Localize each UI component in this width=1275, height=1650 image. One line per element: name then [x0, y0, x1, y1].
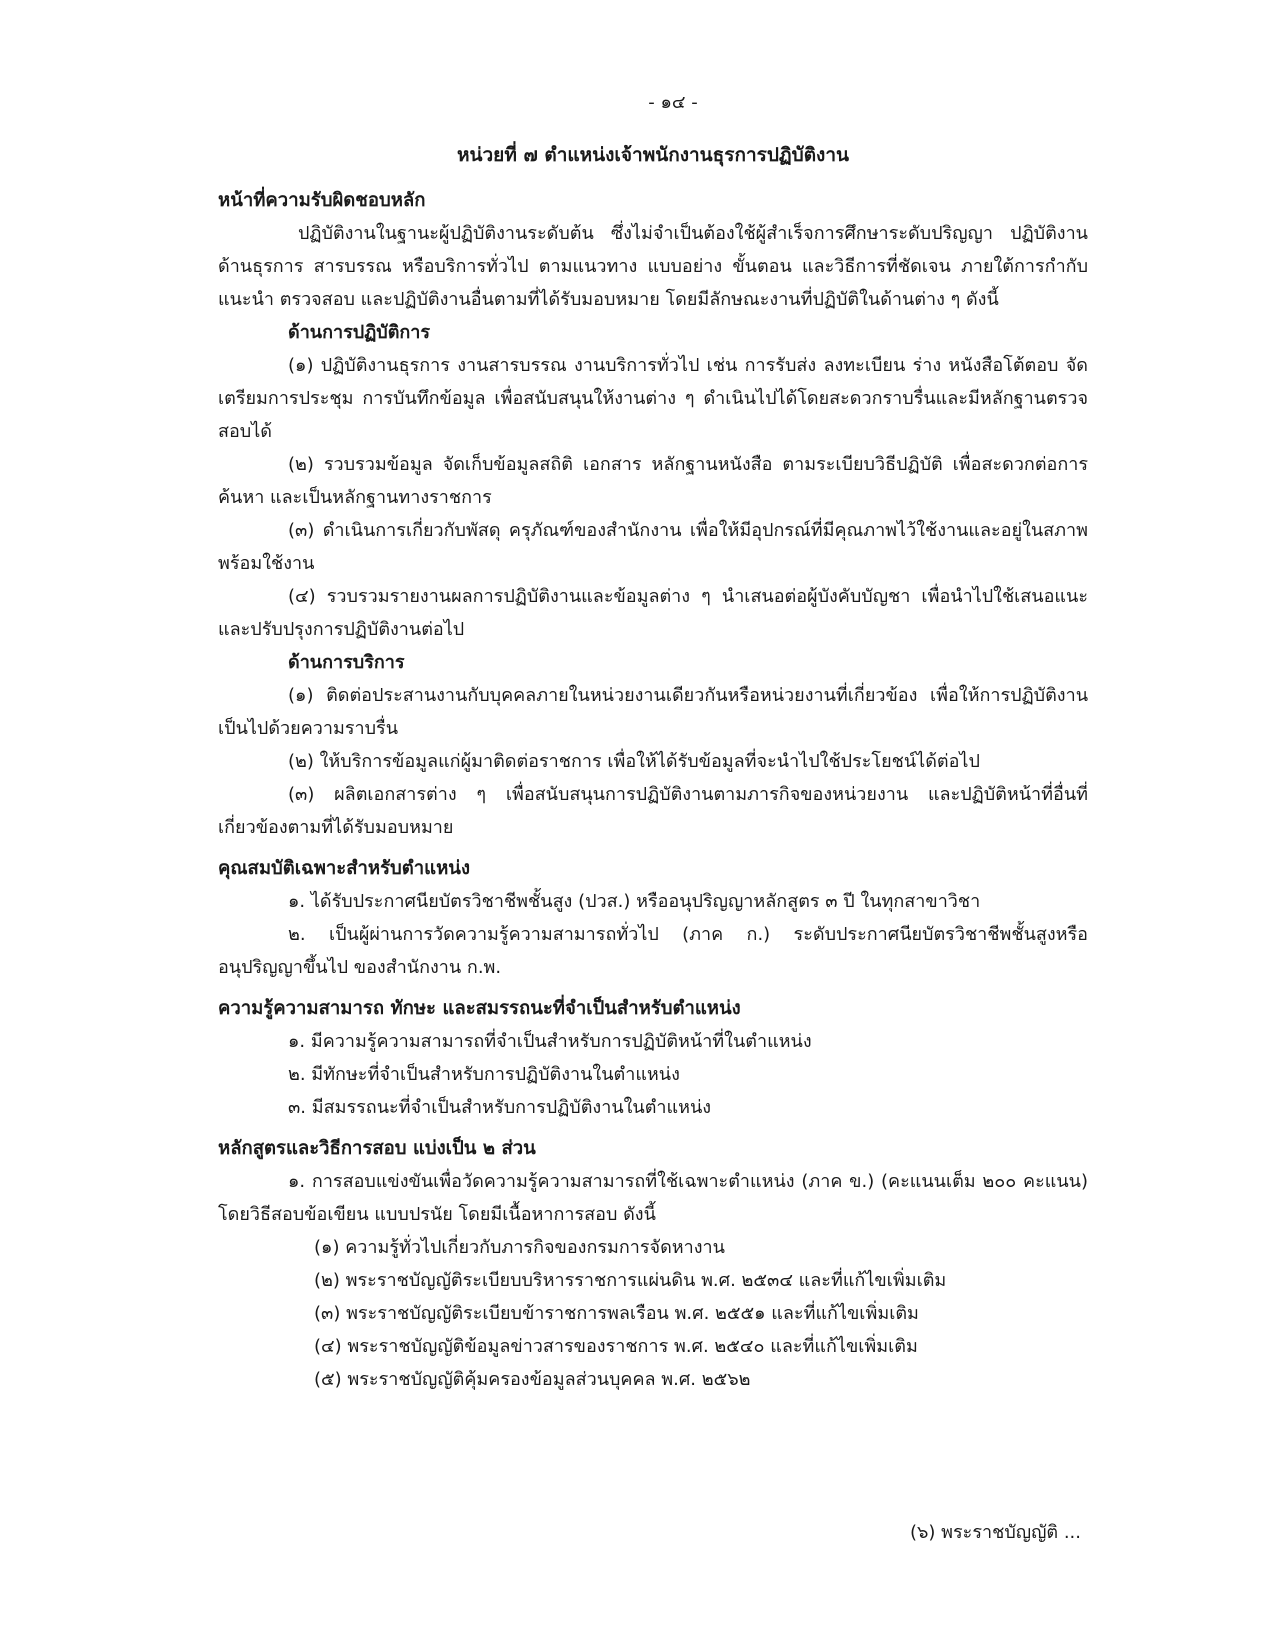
exam-topic: (๒) พระราชบัญญัติระเบียบบริหารราชการแผ่นดิน พ.ศ. ๒๕๓๔ และที่แก้ไขเพิ่มเติม	[314, 1270, 947, 1291]
competency-item: ๒. มีทักษะที่จำเป็นสำหรับการปฏิบัติงานในตำแหน่ง	[288, 1064, 680, 1085]
exam-topic: (๑) ความรู้ทั่วไปเกี่ยวกับภารกิจของกรมการจัดหางาน	[314, 1237, 725, 1258]
operations-heading: ด้านการปฏิบัติการ	[288, 322, 431, 343]
operations-item: (๔) รวบรวมรายงานผลการปฏิบัติงานและข้อมูลต่าง ๆ นำเสนอต่อผู้บังคับบัญชา เพื่อนำไปใช้เสนอแนะและปรับปรุงการปฏิบัติงานต่อไป	[218, 586, 1088, 640]
competency-item: ๓. มีสมรรถนะที่จำเป็นสำหรับการปฏิบัติงานในตำแหน่ง	[288, 1097, 712, 1118]
operations-item: (๒) รวบรวมข้อมูล จัดเก็บข้อมูลสถิติ เอกสาร หลักฐานหนังสือ ตามระเบียบวิธีปฏิบัติ เพื่อสะดวกต่อการค้นหา และเป็นหลักฐานทางราชการ	[218, 454, 1088, 508]
services-item: (๒) ให้บริการข้อมูลแก่ผู้มาติดต่อราชการ เพื่อให้ได้รับข้อมูลที่จะนำไปใช้ประโยชน์ได้ต่อไป	[288, 751, 980, 772]
page-content	[218, 88, 1088, 1396]
services-heading: ด้านการบริการ	[288, 652, 405, 673]
duties-heading: หน้าที่ความรับผิดชอบหลัก	[218, 190, 426, 211]
exam-topic: (๓) พระราชบัญญัติระเบียบข้าราชการพลเรือน พ.ศ. ๒๕๕๑ และที่แก้ไขเพิ่มเติม	[314, 1303, 919, 1324]
exam-part-1: ๑. การสอบแข่งขันเพื่อวัดความรู้ความสามารถที่ใช้เฉพาะตำแหน่ง (ภาค ข.) (คะแนนเต็ม ๒๐๐ คะแนน) โดยวิธีสอบข้อเขียน แบบปรนัย โดยมีเนื้อหาการสอบ ดังนี้	[218, 1171, 1088, 1225]
qualification-item: ๒. เป็นผู้ผ่านการวัดความรู้ความสามารถทั่วไป (ภาค ก.) ระดับประกาศนียบัตรวิชาชีพชั้นสูงหรืออนุปริญญาขึ้นไป ของสำนักงาน ก.พ.	[218, 924, 1088, 978]
duties-intro: ปฏิบัติงานในฐานะผู้ปฏิบัติงานระดับต้น ซึ่งไม่จำเป็นต้องใช้ผู้สำเร็จการศึกษาระดับปริญญา ปฏิบัติงานด้านธุรการ สารบรรณ หรือบริการทั่วไป ตามแนวทาง แบบอย่าง ขั้นตอน และวิธีการที่ชัดเจน ภายใต้การกำกับ แนะนำ ตรวจสอบ และปฏิบัติงานอื่นตามที่ได้รับมอบหมาย โดยมีลักษณะงานที่ปฏิบัติในด้านต่าง ๆ ดังนี้	[218, 223, 1088, 310]
exam-topic: (๔) พระราชบัญญัติข้อมูลข่าวสารของราชการ พ.ศ. ๒๕๔๐ และที่แก้ไขเพิ่มเติม	[314, 1336, 918, 1357]
exam-heading: หลักสูตรและวิธีการสอบ แบ่งเป็น ๒ ส่วน	[218, 1138, 536, 1159]
competencies-heading: ความรู้ความสามารถ ทักษะ และสมรรถนะที่จำเป็นสำหรับตำแหน่ง	[218, 998, 741, 1019]
exam-topic: (๕) พระราชบัญญัติคุ้มครองข้อมูลส่วนบุคคล พ.ศ. ๒๕๖๒	[314, 1369, 751, 1390]
qualifications-heading: คุณสมบัติเฉพาะสำหรับตำแหน่ง	[218, 858, 470, 879]
services-item: (๓) ผลิตเอกสารต่าง ๆ เพื่อสนับสนุนการปฏิบัติงานตามภารกิจของหน่วยงาน และปฏิบัติหน้าที่อื่นที่เกี่ยวข้องตามที่ได้รับมอบหมาย	[218, 784, 1088, 838]
competency-item: ๑. มีความรู้ความสามารถที่จำเป็นสำหรับการปฏิบัติหน้าที่ในตำแหน่ง	[288, 1031, 812, 1052]
services-item: (๑) ติดต่อประสานงานกับบุคคลภายในหน่วยงานเดียวกันหรือหน่วยงานที่เกี่ยวข้อง เพื่อให้การปฏิบัติงานเป็นไปด้วยความราบรื่น	[218, 685, 1088, 739]
operations-item: (๓) ดำเนินการเกี่ยวกับพัสดุ ครุภัณฑ์ของสำนักงาน เพื่อให้มีอุปกรณ์ที่มีคุณภาพไว้ใช้งานและอยู่ในสภาพพร้อมใช้งาน	[218, 520, 1088, 574]
unit-title: หน่วยที่ ๗ ตำแหน่งเจ้าพนักงานธุรการปฏิบัติงาน	[457, 144, 849, 166]
page-number: - ๑๔ -	[648, 92, 698, 113]
operations-item: (๑) ปฏิบัติงานธุรการ งานสารบรรณ งานบริการทั่วไป เช่น การรับส่ง ลงทะเบียน ร่าง หนังสือโต้ตอบ จัดเตรียมการประชุม การบันทึกข้อมูล เพื่อสนับสนุนให้งานต่าง ๆ ดำเนินไปได้โดยสะดวกราบรื่นและมีหลักฐานตรวจสอบได้	[218, 355, 1088, 442]
continued-footer: (๖) พระราชบัญญัติ ...	[909, 1522, 1081, 1543]
qualification-item: ๑. ได้รับประกาศนียบัตรวิชาชีพชั้นสูง (ปวส.) หรืออนุปริญญาหลักสูตร ๓ ปี ในทุกสาขาวิชา	[288, 891, 981, 912]
